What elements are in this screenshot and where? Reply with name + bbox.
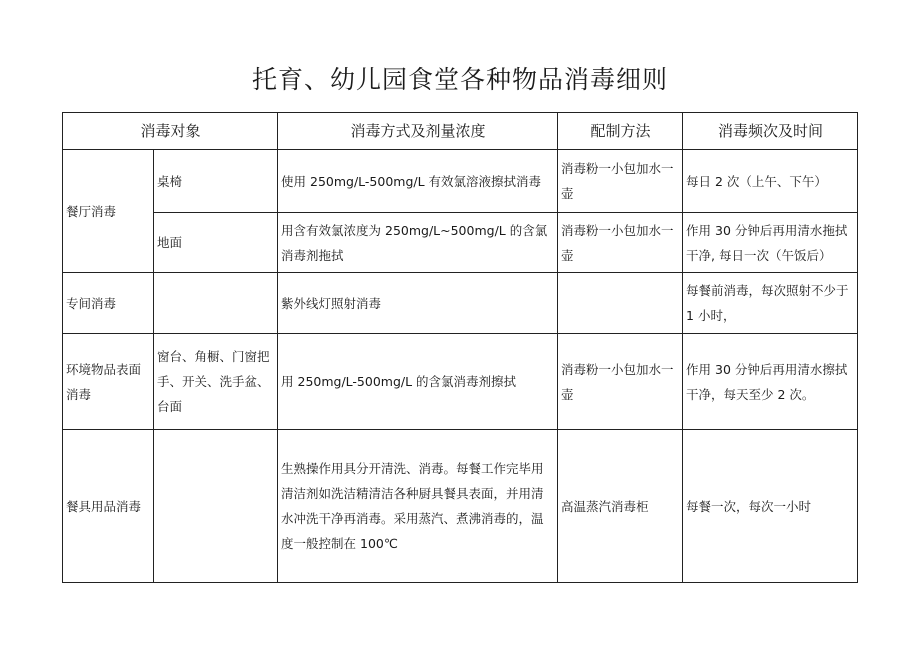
header-prep: 配制方法 (558, 113, 683, 150)
method-cell: 使用 250mg/L-500mg/L 有效氯溶液擦拭消毒 (278, 150, 558, 213)
page-title: 托育、幼儿园食堂各种物品消毒细则 (251, 65, 668, 94)
method-cell: 生熟操作用具分开清洗、消毒。每餐工作完毕用清洁剂如洗洁精清洁各种厨具餐具表面，并用清水冲洗干净再消毒。采用蒸汽、煮沸消毒的，温度一般控制在 100℃ (278, 430, 558, 583)
item-cell (154, 273, 278, 334)
freq-cell: 作用 30 分钟后再用清水擦拭干净，每天至少 2 次。 (683, 334, 858, 430)
prep-cell (558, 273, 683, 334)
item-cell: 窗台、角橱、门窗把手、开关、洗手盆、台面 (154, 334, 278, 430)
method-cell: 用 250mg/L-500mg/L 的含氯消毒剂擦拭 (278, 334, 558, 430)
table-row (63, 213, 858, 273)
category-cell: 专间消毒 (63, 273, 154, 334)
table-row (63, 150, 858, 213)
freq-cell: 每餐一次，每次一小时 (683, 430, 858, 583)
prep-cell: 消毒粉一小包加水一壶 (558, 334, 683, 430)
prep-cell: 消毒粉一小包加水一壶 (558, 213, 683, 273)
freq-cell: 作用 30 分钟后再用清水拖拭干净, 每日一次（午饭后） (683, 213, 858, 273)
table-header-row (63, 113, 858, 150)
header-freq: 消毒频次及时间 (683, 113, 858, 150)
header-object: 消毒对象 (63, 113, 278, 150)
freq-cell: 每餐前消毒，每次照射不少于 1 小时， (683, 273, 858, 334)
category-cell: 餐厅消毒 (63, 150, 154, 273)
header-method: 消毒方式及剂量浓度 (278, 113, 558, 150)
item-cell (154, 430, 278, 583)
method-cell: 用含有效氯浓度为 250mg/L~500mg/L 的含氯消毒剂拖拭 (278, 213, 558, 273)
table-row (63, 334, 858, 430)
prep-cell: 高温蒸汽消毒柜 (558, 430, 683, 583)
prep-cell: 消毒粉一小包加水一壶 (558, 150, 683, 213)
category-cell: 环境物品表面消毒 (63, 334, 154, 430)
disinfection-table (62, 112, 858, 583)
table-row (63, 430, 858, 583)
method-cell: 紫外线灯照射消毒 (278, 273, 558, 334)
item-cell: 桌椅 (154, 150, 278, 213)
item-cell: 地面 (154, 213, 278, 273)
table-row (63, 273, 858, 334)
freq-cell: 每日 2 次（上午、下午） (683, 150, 858, 213)
category-cell: 餐具用品消毒 (63, 430, 154, 583)
